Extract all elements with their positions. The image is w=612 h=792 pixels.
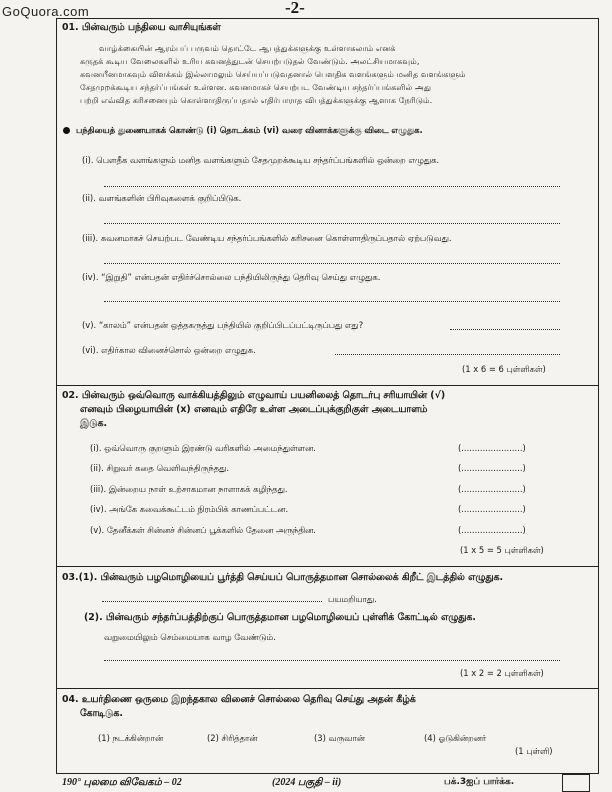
q4-option-4[interactable]: (4) ஓடுகின்றனர் [424, 733, 487, 743]
answer-line[interactable] [104, 223, 560, 224]
q2-item-4: (iv). அங்கே கவைக்கூட்டம் நிரம்பிக் காணப்பட்டன. [90, 504, 289, 514]
q3-marks: (1 x 2 = 2 புள்ளிகள்) [460, 668, 544, 678]
q2-heading-line-2: எனவும் பிழையாயின் (x) எனவும் எதிரே உள்ள அடைப்புக்குறிகுள் அடையாளம் [80, 404, 428, 415]
q1-passage-line-2: கருதக் கூடிய வேலைகளில் உரிய கவனத்துடன் செயற்படுதல் வேண்டும். அலட்சியமாகவும், [80, 56, 420, 66]
footer-right: பக்.3ஐப் பார்க்க. [444, 777, 515, 787]
q1-item-6: (vi). எதிர்கால வினைச்சொல் ஒன்றை எழுதுக. [82, 345, 256, 355]
bullet-icon [63, 127, 70, 134]
q3-part1-tail: பயமறியாது. [328, 594, 377, 604]
q2-marks: (1 x 5 = 5 புள்ளிகள்) [460, 545, 544, 555]
q1-passage-line-5: பற்றி எவ்வித கரிசனையும் கொள்ளாதிருப்பதால் எதிர்பாராத விபத்துக்களுக்கு ஆளாக நேரிடும். [80, 95, 433, 105]
footer-middle: (2024 பகுதி – ii) [272, 777, 342, 788]
q2-answer-box-1[interactable]: (.......................) [458, 443, 526, 453]
answer-line[interactable] [104, 660, 560, 661]
q3-part1-heading: 03.(1). பின்வரும் பழமொழியைப் பூர்த்தி செய்யப் பொருத்தமான சொல்லைக் கிறீட் இடத்தில் எழுதுக. [62, 572, 504, 583]
q3-part2-prompt: வறுமையிலும் செம்மையாக வாழ வேண்டும். [104, 632, 276, 642]
q2-answer-box-4[interactable]: (.......................) [458, 504, 526, 514]
answer-line[interactable] [335, 354, 560, 355]
q4-option-1[interactable]: (1) நடக்கின்றான் [98, 733, 164, 743]
q2-heading-line-1: 02. பின்வரும் ஒவ்வொரு வாக்கியத்திலும் எழுவாய் பயனிலைத் தொடர்பு சரியாயின் (√) [62, 390, 446, 401]
q1-passage-line-1: வாழ்க்கையின் ஆரம்பப் பருவம் தொட்டே ஆபத்துக்களுக்கு உள்ளாகலாம் எனக் [99, 43, 396, 53]
divider-q1-q2 [56, 385, 599, 386]
q1-item-4: (iv). “இறுதி” என்பதன் எதிர்ச்சொல்லை பந்தியிலிருந்து தெரிவு செய்து எழுதுக. [82, 272, 381, 282]
q4-option-3[interactable]: (3) வருவான் [314, 733, 365, 743]
answer-line[interactable] [104, 263, 560, 264]
footer-left: 190° புலமை விவேகம் – 02 [62, 777, 182, 788]
q2-answer-box-5[interactable]: (.......................) [458, 525, 526, 535]
q1-passage-line-3: கவனயீனமாகவும் விளக்கம் இல்லாமலும் செய்யப்படுவதனால் பௌதிக வளங்களும் மனித வளங்களும் [80, 69, 466, 79]
q1-passage-line-4: சேதமுறக்கூடிய சந்தர்ப்பங்கள் உள்ளன. கவனமாகச் செயற்பட வேண்டிய சந்தர்ப்பங்களில் அது [80, 82, 432, 92]
divider-q2-q3 [56, 566, 599, 567]
q4-heading-line-2: கோடிடுக. [80, 708, 123, 719]
footer-box [562, 774, 590, 792]
q4-option-2[interactable]: (2) சிரித்தான் [207, 733, 258, 743]
q1-item-2: (ii). வளங்களின் பிரிவுகளைக் குறிப்பிடுக. [82, 193, 242, 203]
q3-part2-heading: (2). பின்வரும் சந்தர்ப்பத்திற்குப் பொருத்தமான பழமொழியைப் புள்ளிக் கோட்டில் எழுதுக. [84, 612, 476, 623]
q2-answer-box-3[interactable]: (.......................) [458, 484, 526, 494]
answer-line[interactable] [450, 329, 560, 330]
q4-heading-line-1: 04. உயர்திணை ஒருமை இறந்தகால வினைச் சொல்லை தெரிவு செய்து அதன் கீழ்க் [62, 694, 416, 705]
q4-marks: (1 புள்ளி) [515, 746, 553, 756]
q1-marks: (1 x 6 = 6 புள்ளிகள்) [462, 364, 546, 374]
divider-q3-q4 [56, 688, 599, 689]
q2-item-2: (ii). சிறுவர் கதை வெளிவந்திருந்தது. [90, 463, 230, 473]
q1-item-3: (iii). கவனமாகச் செயற்பட வேண்டிய சந்தர்ப்பங்களில் கரிசனை கொள்ளாதிருப்பதால் ஏற்படுவது. [82, 233, 452, 243]
q1-item-1: (i). பௌதீக வளங்களும் மனித வளங்களும் சேதமுறக்கூடிய சந்தர்ப்பங்களில் ஒன்றை எழுதுக. [82, 155, 440, 165]
answer-line[interactable] [104, 186, 560, 187]
q2-item-5: (v). தேனீக்கள் சின்னச் சின்னப் பூக்களில் தேனை அருந்தின. [90, 525, 316, 535]
answer-line[interactable] [104, 301, 560, 302]
q1-instruction: பந்தியைத் துணையாகக் கொண்டு (i) தொடக்கம் (vi) வரை வினாக்களுக்கு விடை எழுதுக. [76, 125, 423, 135]
q1-heading: 01. பின்வரும் பந்தியை வாசியுங்கள் [62, 22, 221, 33]
q2-item-3: (iii). இன்றைய நாள் உற்சாகமான நாளாகக் கழிந்தது. [90, 484, 288, 494]
q1-item-5: (v). “காலம்” என்பதன் ஒத்தகருத்து பந்தியில் குறிப்பிடப்பட்டிருப்பது எது? [82, 320, 364, 330]
page-number: -2- [285, 0, 305, 17]
answer-line[interactable] [102, 601, 322, 602]
q2-item-1: (i). ஒவ்வொரு குறளும் இரண்டு வரிகளில் அமைந்துள்ளன. [90, 443, 316, 453]
q2-answer-box-2[interactable]: (.......................) [458, 463, 526, 473]
q2-heading-line-3: இடுக. [80, 418, 108, 429]
watermark: GoQuora.com [2, 4, 90, 19]
